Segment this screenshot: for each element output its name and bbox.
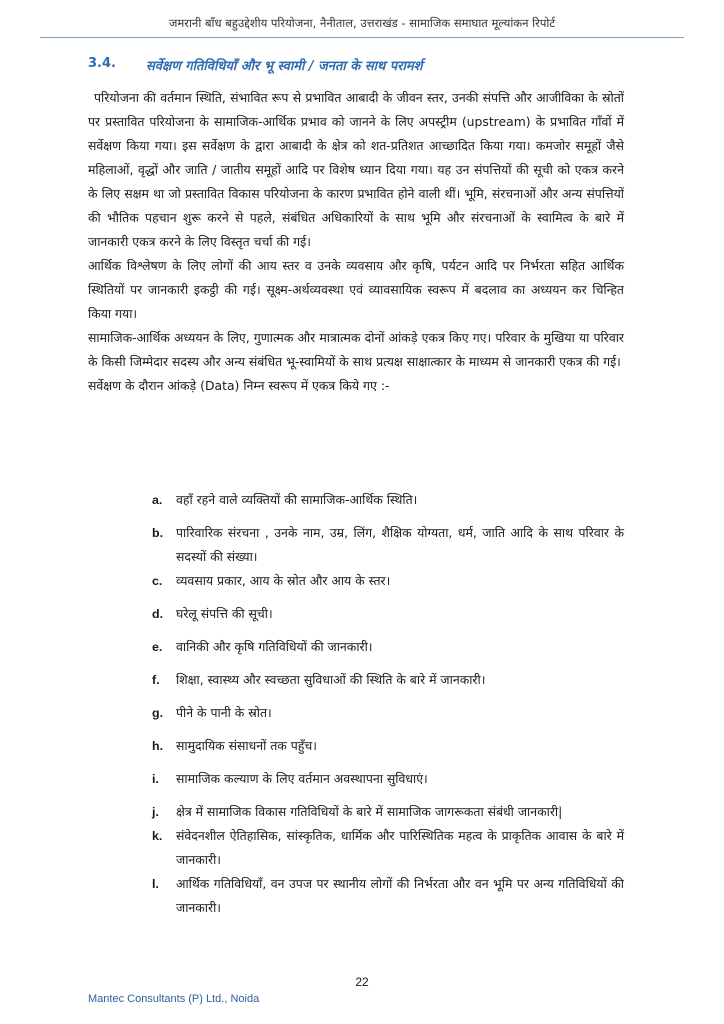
list-item xyxy=(152,488,624,512)
list-item-text: शिक्षा, स्वास्थ्य और स्वच्छता सुविधाओं की स्थिति के बारे में जानकारी। xyxy=(176,672,486,687)
list-item-text: वानिकी और कृषि गतिविधियों की जानकारी। xyxy=(176,639,373,654)
list-item xyxy=(152,800,624,824)
list-item-text: क्षेत्र में सामाजिक विकास गतिविधियों के बारे में सामाजिक जागरूकता संबंधी जानकारी| xyxy=(176,804,563,819)
list-item xyxy=(152,635,624,659)
list-item-letter: k. xyxy=(152,829,163,843)
paragraph-data-intro: सर्वेक्षण के दौरान आंकड़े (Data) निम्न स्वरूप में एकत्र किये गए :- xyxy=(88,378,390,393)
list-item-text: पीने के पानी के स्रोत। xyxy=(176,705,272,720)
section-title: सर्वेक्षण गतिविधियाँ और भू स्वामी / जनता के साथ परामर्श xyxy=(146,59,423,74)
list-item-text: व्यवसाय प्रकार, आय के स्रोत और आय के स्तर। xyxy=(176,573,391,588)
body-text xyxy=(88,86,624,398)
page-number: 22 xyxy=(355,975,369,989)
list-item-text: वहाँ रहने वाले व्यक्तियों की सामाजिक-आर्थिक स्थिति। xyxy=(176,492,418,507)
list-item-text: आर्थिक गतिविधियाँ, वन उपज पर स्थानीय लोगों की निर्भरता और वन भूमि पर अन्य गतिविधियों की जानकारी। xyxy=(176,876,624,915)
list-item xyxy=(152,872,624,920)
list-item-text: घरेलू संपत्ति की सूची। xyxy=(176,606,273,621)
list-item-letter: h. xyxy=(152,739,164,753)
paragraph-economic-analysis: आर्थिक विश्लेषण के लिए लोगों की आय स्तर व उनके व्यवसाय और कृषि, पर्यटन आदि पर निर्भरता सहित आर्थिक स्थितियों पर जानकारी इकट्ठी की गई। सूक्ष्म-अर्थव्यवस्था एवं व्यावसायिक स्वरूप में बदलाव का अध्ययन कर चिन्हित किया गया। xyxy=(88,258,624,321)
list-item-letter: j. xyxy=(152,805,159,819)
list-item-letter: a. xyxy=(152,493,163,507)
list-item-letter: e. xyxy=(152,640,163,654)
list-item xyxy=(152,701,624,725)
running-header: जमरानी बाँध बहुउद्देशीय परियोजना, नैनीताल, उत्तराखंड - सामाजिक समाघात मूल्यांकन रिपोर्ट xyxy=(40,16,684,38)
list-item-text: सामाजिक कल्याण के लिए वर्तमान अवस्थापना सुविधाएं। xyxy=(176,771,428,786)
list-item-letter: b. xyxy=(152,526,164,540)
list-item-text: सामुदायिक संसाधनों तक पहुँच। xyxy=(176,738,317,753)
section-heading xyxy=(88,56,684,74)
list-item-text: संवेदनशील ऐतिहासिक, सांस्कृतिक, धार्मिक और पारिस्थितिक महत्व के प्राकृतिक आवास के बारे में जानकारी। xyxy=(176,828,624,867)
list-item xyxy=(152,668,624,692)
data-collection-list xyxy=(152,488,624,920)
list-item xyxy=(152,734,624,758)
list-item-text: पारिवारिक संरचना , उनके नाम, उम्र, लिंग, शैक्षिक योग्यता, धर्म, जाति आदि के साथ परिवार के सदस्यों की संख्या। xyxy=(176,525,624,564)
list-item xyxy=(152,767,624,791)
footer-company: Mantec Consultants (P) Ltd., Noida xyxy=(88,993,260,1005)
list-item-letter: g. xyxy=(152,706,164,720)
list-item-letter: d. xyxy=(152,607,164,621)
paragraph-intro: परियोजना की वर्तमान स्थिति, संभावित रूप से प्रभावित आबादी के जीवन स्तर, उनकी संपत्ति और आजीविका के स्रोतों पर प्रस्तावित परियोजना के सामाजिक-आर्थिक प्रभाव को जानने के लिए अपस्ट्रीम (upstream) के प्रभावित गाँवों में सर्वेक्षण किया गया। इस सर्वेक्षण के द्वारा आबादी के क्षेत्र को शत-प्रतिशत आच्छादित किया गया। कमजोर समूहों जैसे महिलाओं, वृद्धों और जाति / जातीय समूहों आदि पर विशेष ध्यान दिया गया। यह उन संपत्तियों की सूची को एकत्र करने के लिए सक्षम था जो प्रस्तावित विकास परियोजना के कारण प्रभावित होने वाली थीं। भूमि, संरचनाओं और अन्य संपत्तियों की भौतिक पहचान शुरू करने से पहले, संबंधित अधिकारियों के साथ भूमि और संरचनाओं के स्वामित्व के बारे में जानकारी एकत्र करने के लिए विस्तृत चर्चा की गई। xyxy=(88,90,624,249)
list-item xyxy=(152,824,624,872)
list-item xyxy=(152,569,624,593)
list-item xyxy=(152,602,624,626)
list-item-letter: l. xyxy=(152,877,159,891)
list-item-letter: c. xyxy=(152,574,163,588)
list-item-letter: i. xyxy=(152,772,159,786)
list-item xyxy=(152,521,624,569)
section-number: 3.4. xyxy=(88,56,116,71)
paragraph-socio-economic-study: सामाजिक-आर्थिक अध्ययन के लिए, गुणात्मक और मात्रात्मक दोनों आंकड़े एकत्र किए गए। परिवार के मुखिया या परिवार के किसी जिम्मेदार सदस्य और अन्य संबंधित भू-स्वामियों के साथ प्रत्यक्ष साक्षात्कार के माध्यम से जानकारी एकत्र की गई। xyxy=(88,330,624,369)
list-item-letter: f. xyxy=(152,673,160,687)
